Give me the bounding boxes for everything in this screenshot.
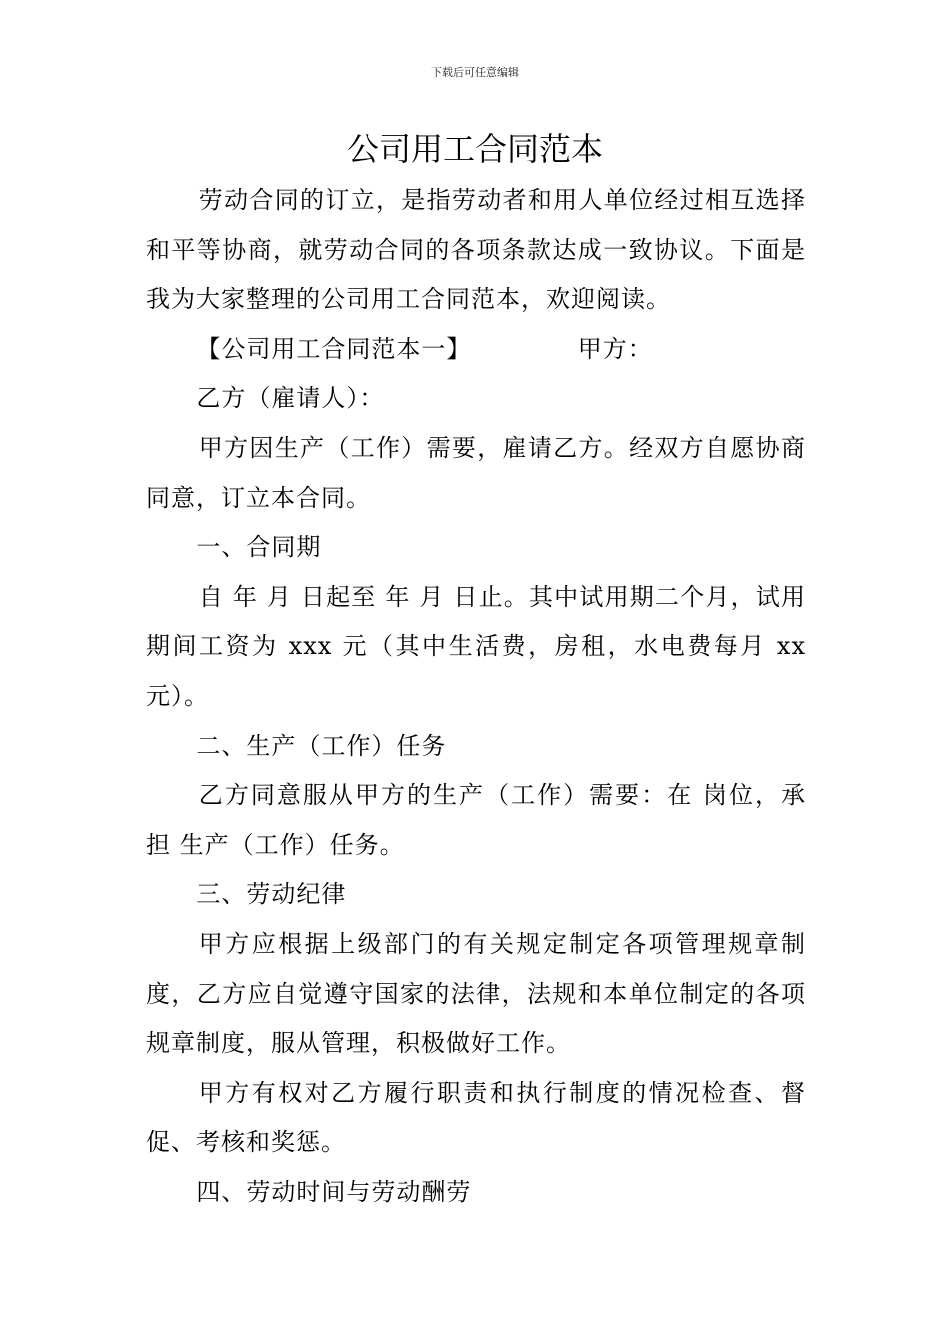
preamble-paragraph: 甲方因生产（工作）需要，雇请乙方。经双方自愿协商同意，订立本合同。 xyxy=(146,433,806,512)
clause-paragraph: 乙方同意服从甲方的生产（工作）需要：在 岗位，承担 生产（工作）任务。 xyxy=(146,781,806,859)
clause-heading: 一、合同期 xyxy=(196,533,322,562)
clause-heading: 四、劳动时间与劳动酬劳 xyxy=(196,1177,472,1206)
party-b-label: 乙方（雇请人）： xyxy=(196,384,385,413)
party-a-label: 甲方： xyxy=(577,334,653,363)
document-title: 公司用工合同范本 xyxy=(346,130,603,168)
clause-paragraph: 甲方有权对乙方履行职责和执行制度的情况检查、督促、考核和奖惩。 xyxy=(146,1078,806,1157)
clause-paragraph: 甲方应根据上级部门的有关规定制定各项管理规章制度，乙方应自觉遵守国家的法律，法规和本单位制定的各项规章制度，服从管理，积极做好工作。 xyxy=(146,929,806,1058)
document-body xyxy=(146,176,806,1217)
section-label-line xyxy=(146,325,806,375)
clause-heading: 三、劳动纪律 xyxy=(196,880,347,909)
intro-paragraph: 劳动合同的订立，是指劳动者和用人单位经过相互选择和平等协商，就劳动合同的各项条款达成一致协议。下面是我为大家整理的公司用工合同范本，欢迎阅读。 xyxy=(146,186,806,314)
header-note: 下载后可任意编辑 xyxy=(431,66,519,79)
clause-heading: 二、生产（工作）任务 xyxy=(196,731,447,760)
clause-paragraph: 自 年 月 日起至 年 月 日止。其中试用期二个月，试用期间工资为 xxx 元（其中生活费，房租，水电费每月 xx 元）。 xyxy=(146,582,806,710)
section-label: 【公司用工合同范本一】 xyxy=(196,334,472,363)
